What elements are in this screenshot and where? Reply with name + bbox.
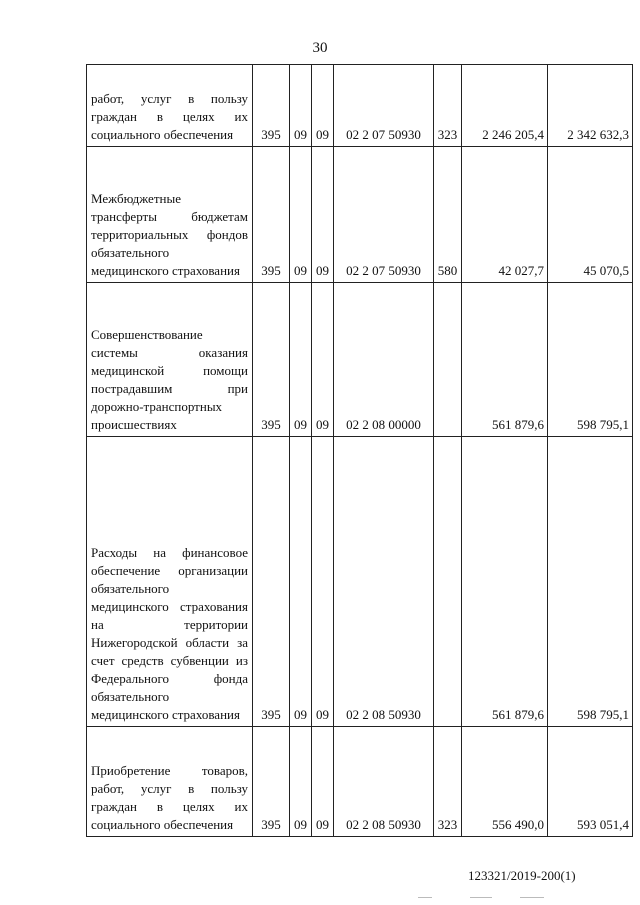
table-row: [87, 65, 633, 147]
section-code: 09: [290, 147, 312, 283]
target-code: 02 2 07 50930: [334, 65, 434, 147]
expense-type-code: 323: [434, 65, 462, 147]
amount-year-1: 561 879,6: [462, 283, 548, 437]
row-name: Расходы на финансовое обеспечение организации обязательного медицинского страхования на территории Нижегородской области за счет средств субвенции из Федерального фонда обязательного медицинского страхования: [87, 437, 253, 727]
subsection-code: 09: [312, 147, 334, 283]
subsection-code: 09: [312, 65, 334, 147]
ministry-code: 395: [253, 437, 290, 727]
section-code: 09: [290, 727, 312, 837]
amount-year-2: 598 795,1: [548, 283, 633, 437]
ministry-code: 395: [253, 65, 290, 147]
document-code: 123321/2019-200(1): [468, 868, 576, 883]
target-code: 02 2 08 00000: [334, 283, 434, 437]
table-row: [87, 147, 633, 283]
scan-artifact: [470, 897, 492, 898]
section-code: 09: [290, 283, 312, 437]
amount-year-1: 561 879,6: [462, 437, 548, 727]
amount-year-2: 2 342 632,3: [548, 65, 633, 147]
table-row: [87, 283, 633, 437]
expense-type-code: 580: [434, 147, 462, 283]
target-code: 02 2 08 50930: [334, 437, 434, 727]
budget-table: [86, 64, 633, 837]
subsection-code: 09: [312, 727, 334, 837]
target-code: 02 2 07 50930: [334, 147, 434, 283]
table-body: [87, 65, 633, 837]
target-code: 02 2 08 50930: [334, 727, 434, 837]
row-name: Приобретение товаров, работ, услуг в пользу граждан в целях их социального обеспечения: [87, 727, 253, 837]
row-name: работ, услуг в пользу граждан в целях их социального обеспечения: [87, 65, 253, 147]
amount-year-1: 2 246 205,4: [462, 65, 548, 147]
row-name: Межбюджетные трансферты бюджетам территориальных фондов обязательного медицинского страхования: [87, 147, 253, 283]
ministry-code: 395: [253, 283, 290, 437]
table-row: [87, 727, 633, 837]
subsection-code: 09: [312, 437, 334, 727]
subsection-code: 09: [312, 283, 334, 437]
amount-year-1: 42 027,7: [462, 147, 548, 283]
section-code: 09: [290, 65, 312, 147]
scan-artifact: [418, 897, 432, 898]
row-name: Совершенствование системы оказания медицинской помощи пострадавшим при дорожно-транспортных происшествиях: [87, 283, 253, 437]
ministry-code: 395: [253, 727, 290, 837]
table-row: [87, 437, 633, 727]
amount-year-2: 593 051,4: [548, 727, 633, 837]
section-code: 09: [290, 437, 312, 727]
expense-type-code: [434, 437, 462, 727]
expense-type-code: 323: [434, 727, 462, 837]
amount-year-1: 556 490,0: [462, 727, 548, 837]
expense-type-code: [434, 283, 462, 437]
ministry-code: 395: [253, 147, 290, 283]
amount-year-2: 598 795,1: [548, 437, 633, 727]
amount-year-2: 45 070,5: [548, 147, 633, 283]
page-number: 30: [312, 40, 328, 56]
scan-artifact: [520, 897, 544, 898]
